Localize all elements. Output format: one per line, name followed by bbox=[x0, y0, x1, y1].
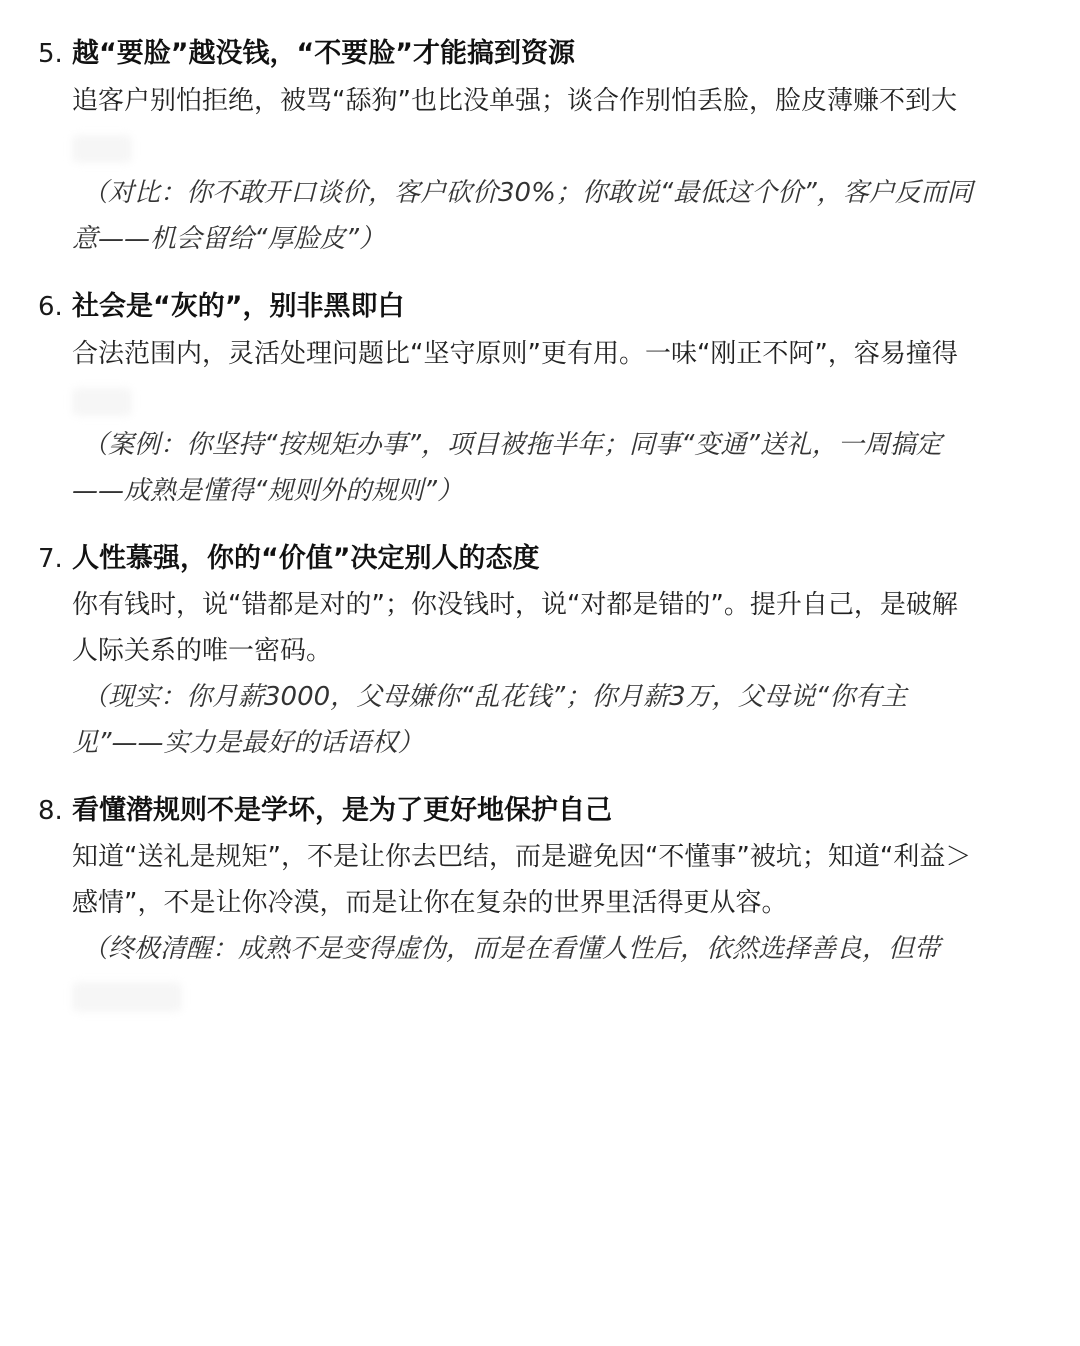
blurred-text-remnant bbox=[72, 388, 132, 416]
item-note-line: （现实：你月薪3000，父母嫌你“乱花钱”；你月薪3万，父母说“你有主 bbox=[82, 682, 908, 712]
item-body-line: 你有钱时，说“错都是对的”；你没钱时，说“对都是错的”。提升自己，是破解 bbox=[72, 590, 958, 620]
item-number: 8. bbox=[38, 796, 63, 826]
item-note-line: 意——机会留给“厚脸皮”） bbox=[72, 224, 385, 254]
item-note-line: （终极清醒：成熟不是变得虚伪，而是在看懂人性后，依然选择善良，但带 bbox=[82, 934, 941, 964]
item-title: 看懂潜规则不是学坏，是为了更好地保护自己 bbox=[72, 795, 612, 826]
item-number: 5. bbox=[38, 39, 63, 69]
blurred-text-remnant bbox=[72, 135, 132, 163]
item-number: 7. bbox=[38, 544, 63, 574]
item-note-line: （对比：你不敢开口谈价，客户砍价30%；你敢说“最低这个价”，客户反而同 bbox=[82, 178, 973, 208]
item-body-line: 追客户别怕拒绝，被骂“舔狗”也比没单强；谈合作别怕丢脸，脸皮薄赚不到大 bbox=[72, 86, 957, 116]
item-title: 社会是“灰的”，别非黑即白 bbox=[72, 291, 405, 322]
item-title: 越“要脸”越没钱，“不要脸”才能搞到资源 bbox=[72, 38, 575, 69]
blurred-text-remnant bbox=[72, 982, 182, 1012]
item-body-line: 人际关系的唯一密码。 bbox=[72, 636, 333, 666]
item-body-line: 感情”，不是让你冷漠，而是让你在复杂的世界里活得更从容。 bbox=[72, 888, 788, 918]
item-body-line: 合法范围内，灵活处理问题比“坚守原则”更有用。一味“刚正不阿”，容易撞得 bbox=[72, 339, 958, 369]
item-body-line: 知道“送礼是规矩”，不是让你去巴结，而是避免因“不懂事”被坑；知道“利益＞ bbox=[72, 842, 972, 872]
item-number: 6. bbox=[38, 292, 63, 322]
item-note-line: 见”——实力是最好的话语权） bbox=[72, 728, 424, 758]
item-note-line: ——成熟是懂得“规则外的规则”） bbox=[72, 476, 463, 506]
item-note-line: （案例：你坚持“按规矩办事”，项目被拖半年；同事“变通”送礼，一周搞定 bbox=[82, 430, 942, 460]
item-title: 人性慕强，你的“价值”决定别人的态度 bbox=[72, 543, 540, 574]
